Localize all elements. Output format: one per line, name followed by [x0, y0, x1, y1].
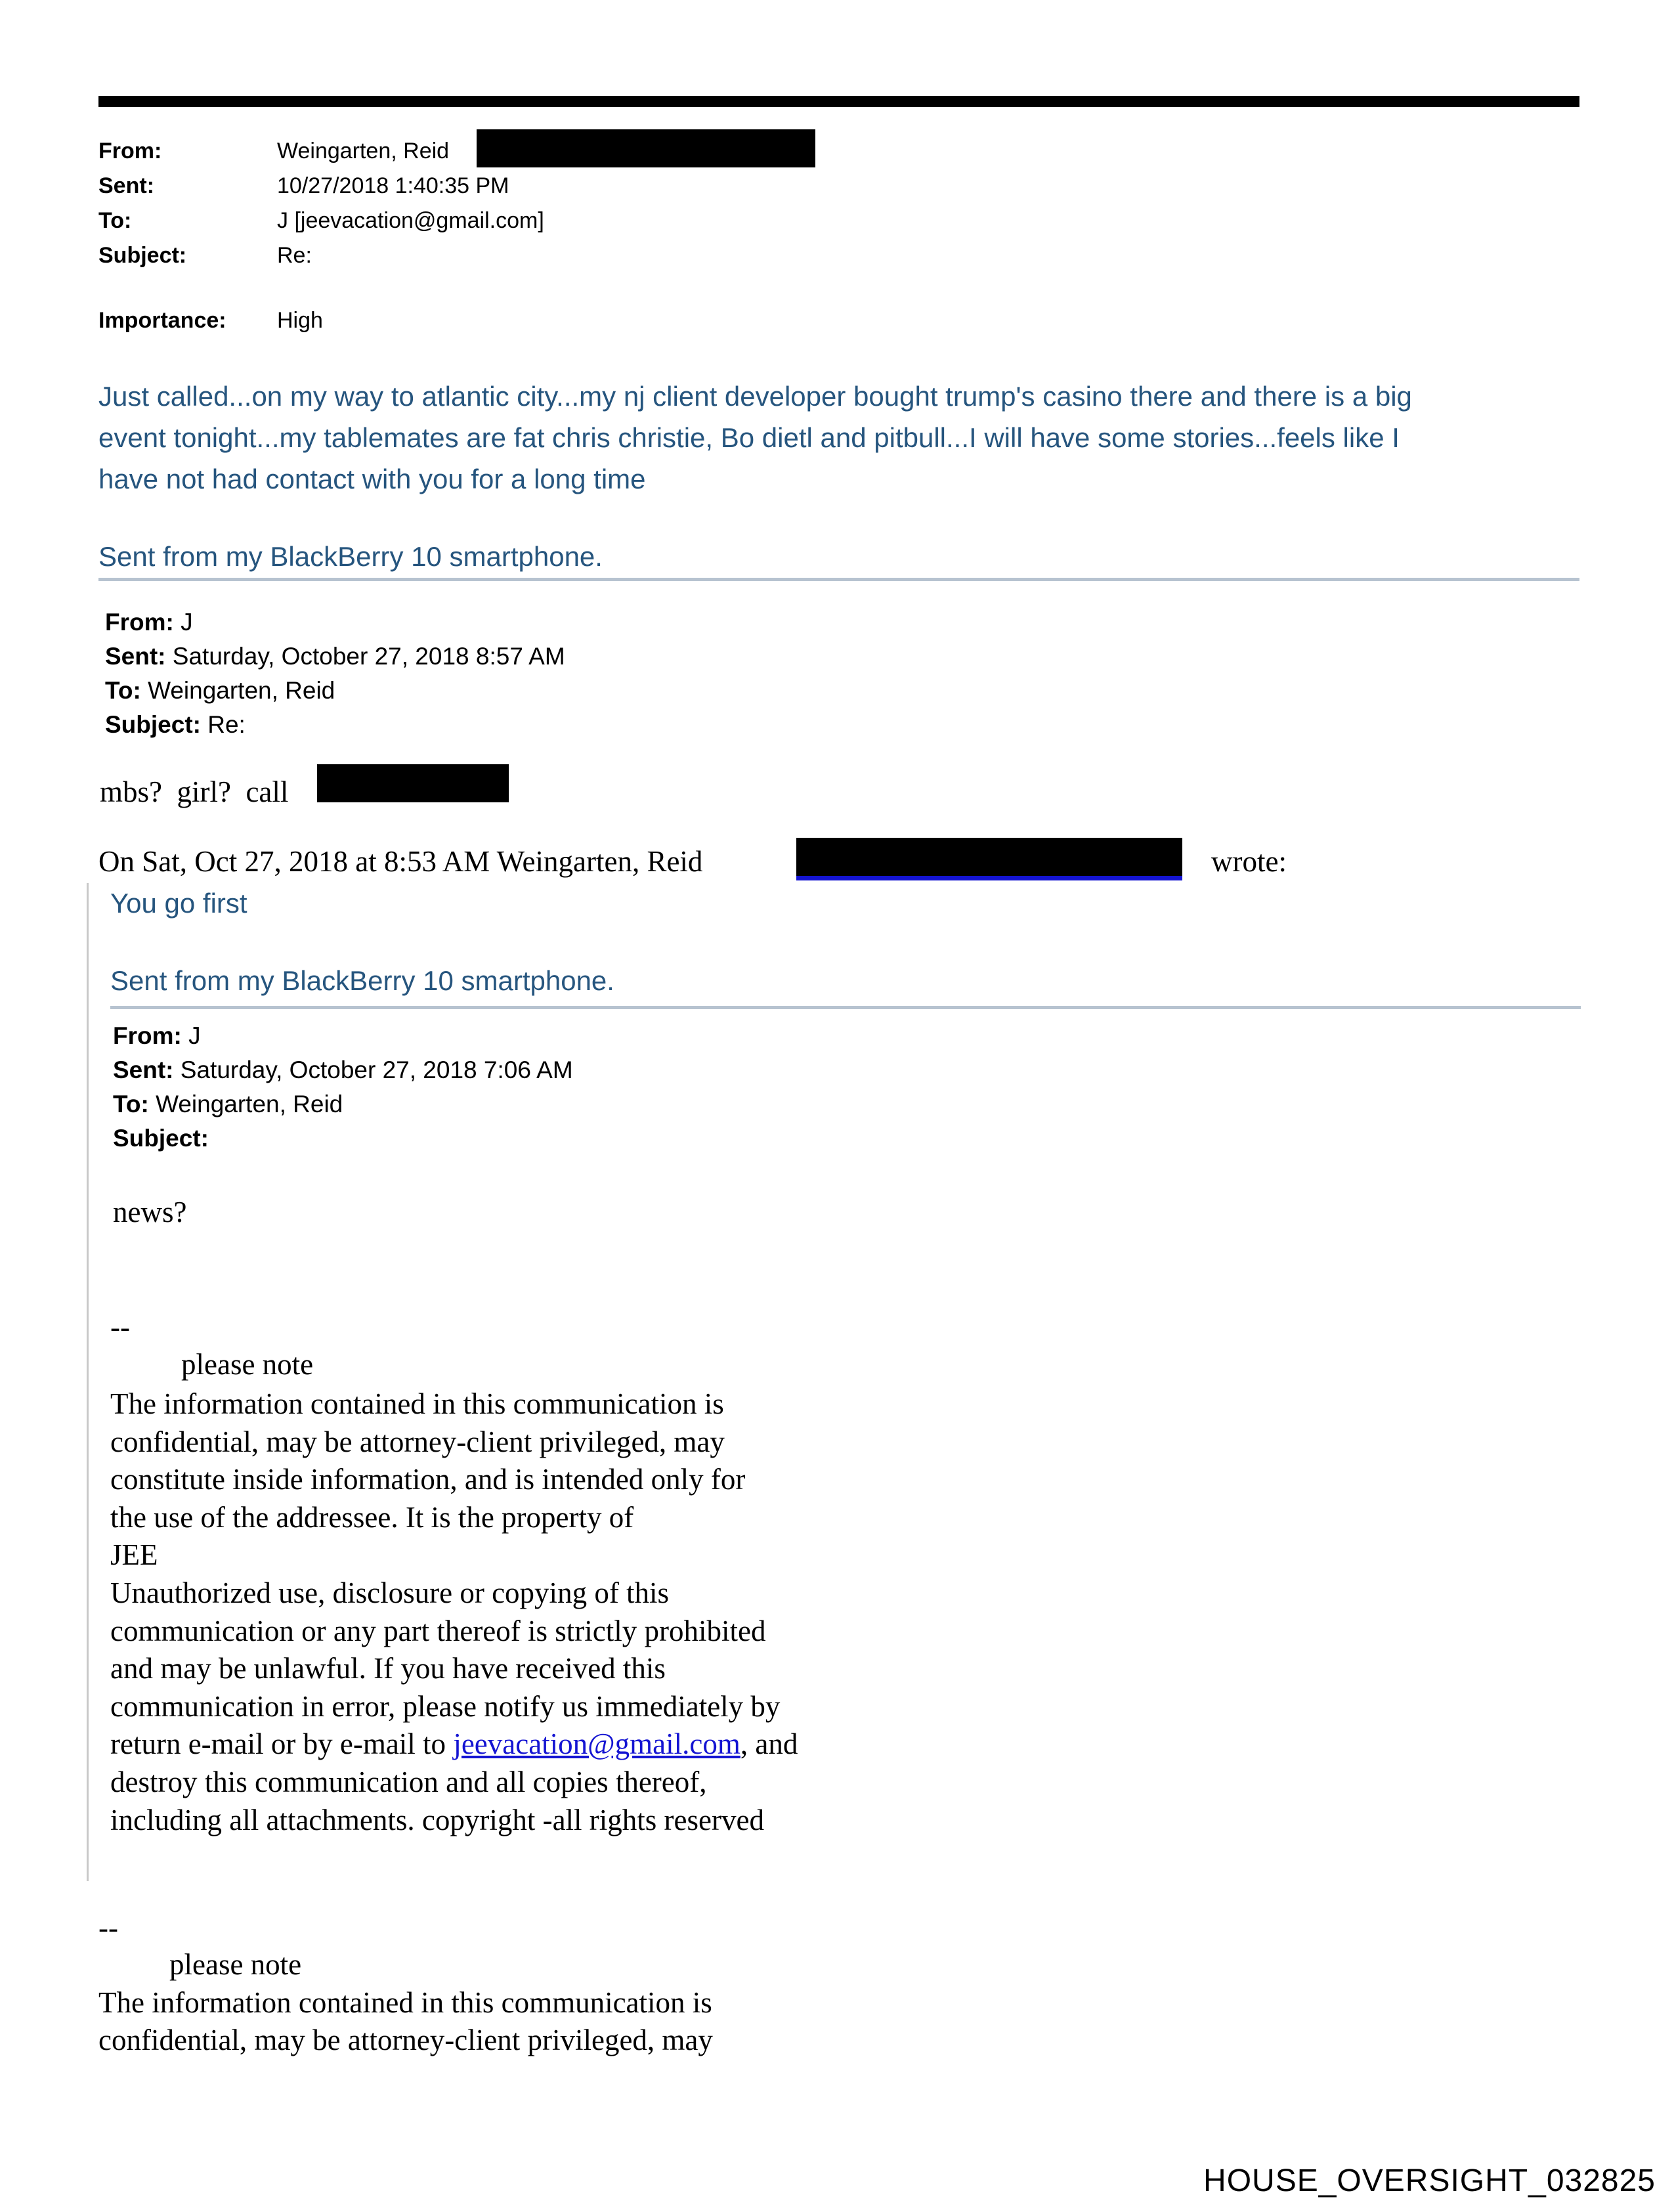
disclaimer-line: communication or any part thereof is strictly prohibited: [110, 1614, 766, 1647]
blackberry-signature-2: Sent from my BlackBerry 10 smartphone.: [110, 965, 614, 996]
disclaimer-block-2: [98, 1984, 713, 2059]
message1-body: [98, 376, 1412, 500]
header-row-to: [98, 204, 544, 238]
importance-row: [98, 303, 323, 338]
disclaimer-line: including all attachments. copyright -all rights reserved: [110, 1803, 764, 1836]
message2-from-label: From:: [105, 609, 174, 636]
disclaimer-heading-1: please note: [181, 1348, 314, 1381]
disclaimer-line: The information contained in this communication is: [110, 1387, 724, 1420]
message2-sent-label: Sent:: [105, 643, 166, 670]
message2-subject-label: Subject:: [105, 711, 201, 738]
message2-to-label: To:: [105, 677, 141, 704]
importance-value: High: [277, 308, 323, 333]
disclaimer-line: constitute inside information, and is intended only for: [110, 1463, 746, 1496]
redaction-bar-quoted-email: [796, 838, 1182, 880]
importance-label: Importance:: [98, 308, 226, 333]
subject-label: Subject:: [98, 243, 187, 268]
message2-body: mbs? girl? call: [100, 775, 289, 808]
disclaimer-line: confidential, may be attorney-client privileged, may: [98, 2024, 713, 2056]
email-link[interactable]: jeevacation@gmail.com: [453, 1727, 740, 1761]
signature-separator-1: --: [110, 1311, 130, 1343]
message3-subject-label: Subject:: [113, 1125, 209, 1152]
message3-sent-label: Sent:: [113, 1056, 174, 1083]
message2-subject-row: [105, 708, 565, 742]
message3-sent-row: [113, 1053, 573, 1087]
link-line-post: , and: [740, 1727, 798, 1761]
message3-sent-value: Saturday, October 27, 2018 7:06 AM: [180, 1056, 573, 1083]
message2-to-row: [105, 674, 565, 708]
message3-from-value: J: [188, 1022, 201, 1049]
message1-line1: Just called...on my way to atlantic city...my nj client developer bought trump's casino there and there is a big: [98, 381, 1412, 412]
to-value: J [jeevacation@gmail.com]: [277, 208, 544, 233]
message1-line3: have not had contact with you for a long time: [98, 464, 646, 494]
disclaimer-block-1: [110, 1385, 798, 1839]
header-row-subject: [98, 238, 544, 273]
redaction-bar-message2: [317, 764, 509, 802]
message2-header: [105, 605, 565, 742]
sent-label: Sent:: [98, 173, 154, 198]
quote-body-line: You go first: [110, 888, 247, 919]
message3-from-label: From:: [113, 1022, 182, 1049]
message3-header: [113, 1019, 573, 1156]
quote-left-border: [87, 883, 89, 1881]
disclaimer-line: and may be unlawful. If you have received this: [110, 1652, 666, 1685]
disclaimer-line: confidential, may be attorney-client privileged, may: [110, 1425, 725, 1458]
disclaimer-link-line: [110, 1725, 798, 1764]
disclaimer-heading-2: please note: [169, 1948, 302, 1981]
from-value: Weingarten, Reid: [277, 139, 450, 163]
disclaimer-line: The information contained in this communication is: [98, 1986, 712, 2019]
bates-stamp: HOUSE_OVERSIGHT_032825: [1203, 2163, 1656, 2198]
disclaimer-line: the use of the addressee. It is the property of: [110, 1500, 634, 1534]
link-line-pre: return e-mail or by e-mail to: [110, 1727, 454, 1761]
message3-subject-row: [113, 1121, 573, 1156]
message3-intro-prefix: On Sat, Oct 27, 2018 at 8:53 AM Weingarten, Reid: [98, 845, 703, 878]
from-label: From:: [98, 139, 162, 163]
to-label: To:: [98, 208, 132, 233]
message3-to-row: [113, 1087, 573, 1121]
disclaimer-line: communication in error, please notify us immediately by: [110, 1689, 781, 1723]
message3-to-value: Weingarten, Reid: [156, 1091, 343, 1117]
disclaimer-line: Unauthorized use, disclosure or copying of this: [110, 1576, 670, 1609]
top-rule-divider: [98, 96, 1579, 107]
message-divider-2: [110, 1006, 1581, 1009]
message-divider-1: [98, 578, 1579, 581]
message3-from-row: [113, 1019, 573, 1053]
message2-subject-value: Re:: [207, 711, 246, 738]
disclaimer-line: JEE: [110, 1538, 158, 1572]
signature-separator-2: --: [98, 1911, 118, 1944]
header-row-sent: [98, 169, 544, 204]
message3-body: news?: [113, 1196, 187, 1228]
redaction-bar-sender-email: [477, 129, 815, 167]
message1-line2: event tonight...my tablemates are fat chris christie, Bo dietl and pitbull...I will have some stories...feels like I: [98, 422, 1400, 453]
message2-sent-value: Saturday, October 27, 2018 8:57 AM: [172, 643, 565, 670]
message2-from-row: [105, 605, 565, 640]
subject-value: Re:: [277, 243, 312, 268]
message2-from-value: J: [181, 609, 193, 636]
message3-intro-suffix: wrote:: [1211, 845, 1287, 878]
blackberry-signature-1: Sent from my BlackBerry 10 smartphone.: [98, 541, 603, 572]
message2-sent-row: [105, 640, 565, 674]
disclaimer-line: destroy this communication and all copies thereof,: [110, 1765, 707, 1798]
message3-to-label: To:: [113, 1091, 149, 1117]
message2-to-value: Weingarten, Reid: [148, 677, 335, 704]
sent-value: 10/27/2018 1:40:35 PM: [277, 173, 509, 198]
